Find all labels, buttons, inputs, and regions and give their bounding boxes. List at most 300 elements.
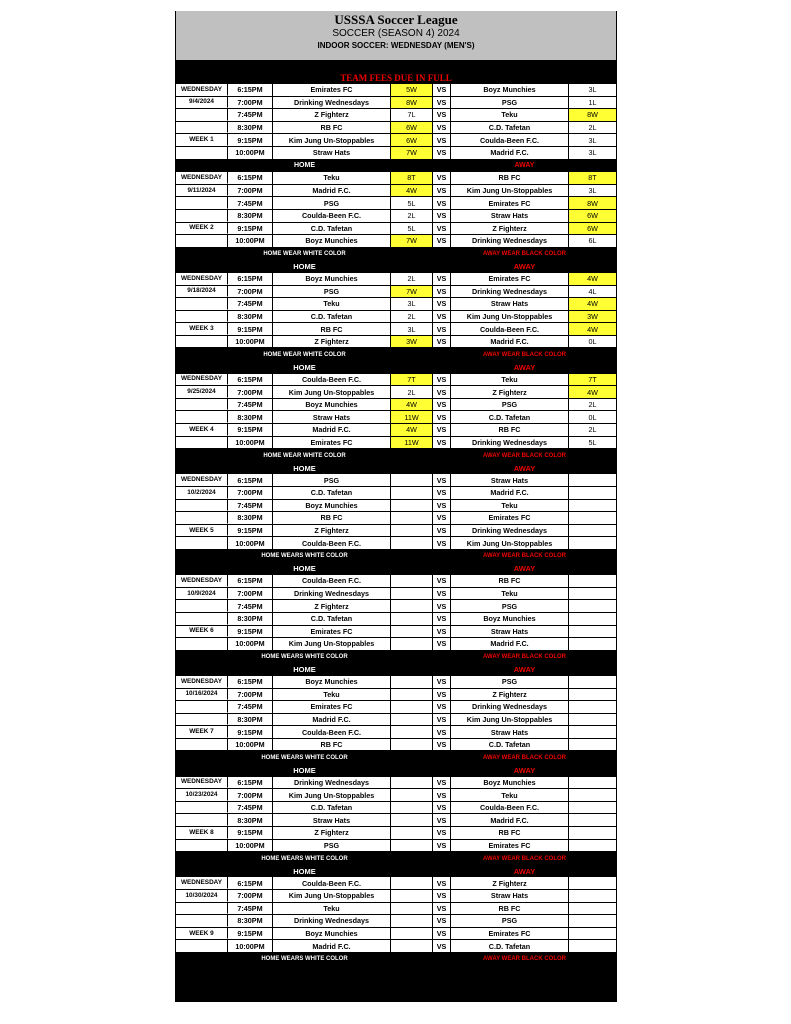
home-team: Drinking Wednesdays xyxy=(273,915,391,927)
away-team: Z Fighterz xyxy=(451,223,569,235)
vs-label: VS xyxy=(433,223,451,235)
day-label: WEDNESDAY xyxy=(176,374,228,386)
game-time: 7:45PM xyxy=(228,298,273,310)
away-score: 7T xyxy=(569,374,616,386)
away-team: Straw Hats xyxy=(451,210,569,222)
vs-label: VS xyxy=(433,890,451,902)
week-label: WEEK 9 xyxy=(176,928,228,940)
game-time: 7:00PM xyxy=(228,97,273,109)
game-row xyxy=(176,827,616,840)
home-score xyxy=(391,613,433,625)
color-row xyxy=(176,248,616,261)
away-score: 0L xyxy=(588,412,597,422)
home-score: 4W xyxy=(391,399,433,411)
away-team: PSG xyxy=(451,600,569,612)
vs-label: VS xyxy=(433,311,451,323)
week-label: WEEK 5 xyxy=(176,525,228,537)
vs-label: VS xyxy=(433,286,451,298)
day-cell xyxy=(176,500,228,512)
week-block xyxy=(176,374,616,450)
game-time: 6:15PM xyxy=(228,877,273,889)
day-cell xyxy=(176,613,228,625)
color-row xyxy=(176,852,616,865)
home-color-note: HOME WEAR WHITE COLOR xyxy=(263,251,346,258)
home-score xyxy=(391,840,433,852)
home-score xyxy=(391,638,433,650)
away-score: 4W xyxy=(569,273,616,285)
game-row xyxy=(176,714,616,727)
away-score: 4W xyxy=(569,323,616,335)
away-team: Z Fighterz xyxy=(451,689,569,701)
game-time: 9:15PM xyxy=(228,223,273,235)
vs-label: VS xyxy=(433,726,451,738)
home-team: Z Fighterz xyxy=(273,109,391,121)
day-cell xyxy=(176,147,228,159)
game-row xyxy=(176,588,616,601)
away-score xyxy=(569,903,616,915)
week-label: WEEK 4 xyxy=(176,424,228,436)
day-cell xyxy=(176,600,228,612)
home-score xyxy=(391,487,433,499)
home-team: Boyz Munchies xyxy=(273,399,391,411)
date-label: 9/4/2024 xyxy=(176,97,228,109)
game-time: 8:30PM xyxy=(228,311,273,323)
day-cell xyxy=(176,701,228,713)
away-color-note: AWAY WEAR BLACK COLOR xyxy=(482,855,566,862)
game-row xyxy=(176,172,616,185)
home-label: HOME xyxy=(293,362,316,372)
home-score xyxy=(391,500,433,512)
vs-label: VS xyxy=(433,399,451,411)
vs-label: VS xyxy=(433,185,451,197)
game-row xyxy=(176,437,616,450)
day-cell xyxy=(176,411,228,423)
home-color-note: HOME WEARS WHITE COLOR xyxy=(261,553,348,560)
vs-label: VS xyxy=(433,474,451,486)
away-score: 5L xyxy=(588,437,597,447)
vs-label: VS xyxy=(433,134,451,146)
home-team: Madrid F.C. xyxy=(273,185,391,197)
away-color-note: AWAY WEAR BLACK COLOR xyxy=(482,553,566,560)
home-score: 3L xyxy=(391,298,433,310)
away-score xyxy=(569,500,616,512)
game-time: 6:15PM xyxy=(228,777,273,789)
home-team: C.D. Tafetan xyxy=(273,613,391,625)
game-row xyxy=(176,802,616,815)
away-team: Emirates FC xyxy=(451,840,569,852)
away-team: Emirates FC xyxy=(451,273,569,285)
away-team: Kim Jung Un-Stoppables xyxy=(451,537,569,549)
game-time: 10:00PM xyxy=(228,235,273,247)
away-team: Straw Hats xyxy=(451,298,569,310)
vs-label: VS xyxy=(433,689,451,701)
away-score: 6W xyxy=(569,223,616,235)
home-team: Straw Hats xyxy=(273,814,391,826)
home-color-note: HOME WEAR WHITE COLOR xyxy=(263,452,346,459)
vs-label: VS xyxy=(433,197,451,209)
home-score xyxy=(391,626,433,638)
home-team: Drinking Wednesdays xyxy=(273,97,391,109)
day-cell xyxy=(176,512,228,524)
day-cell xyxy=(176,336,228,348)
home-score xyxy=(391,600,433,612)
home-team: Drinking Wednesdays xyxy=(273,588,391,600)
away-team: Madrid F.C. xyxy=(451,336,569,348)
title-block xyxy=(176,11,616,61)
game-row xyxy=(176,336,616,349)
game-row xyxy=(176,298,616,311)
schedule-sheet xyxy=(175,11,617,1002)
vs-label: VS xyxy=(433,613,451,625)
home-team: PSG xyxy=(273,840,391,852)
home-team: Boyz Munchies xyxy=(273,273,391,285)
color-row xyxy=(176,651,616,664)
game-time: 7:45PM xyxy=(228,802,273,814)
home-color-note: HOME WEARS WHITE COLOR xyxy=(261,855,348,862)
away-label: AWAY xyxy=(513,564,536,574)
week-label: WEEK 1 xyxy=(176,134,228,146)
vs-label: VS xyxy=(433,928,451,940)
game-row xyxy=(176,600,616,613)
game-time: 8:30PM xyxy=(228,915,273,927)
home-score xyxy=(391,474,433,486)
game-time: 7:45PM xyxy=(228,197,273,209)
vs-label: VS xyxy=(433,210,451,222)
home-label: HOME xyxy=(293,463,316,473)
home-score: 3L xyxy=(391,323,433,335)
game-row xyxy=(176,689,616,702)
week-label: WEEK 3 xyxy=(176,323,228,335)
away-team: Drinking Wednesdays xyxy=(451,525,569,537)
home-team: Teku xyxy=(273,689,391,701)
away-score: 1L xyxy=(588,97,597,107)
away-score xyxy=(569,714,616,726)
game-time: 9:15PM xyxy=(228,827,273,839)
home-team: Teku xyxy=(273,172,391,184)
color-row xyxy=(176,953,616,966)
away-score: 3W xyxy=(569,311,616,323)
vs-label: VS xyxy=(433,336,451,348)
home-score xyxy=(391,789,433,801)
away-score xyxy=(569,701,616,713)
home-team: Kim Jung Un-Stoppables xyxy=(273,134,391,146)
game-time: 7:45PM xyxy=(228,600,273,612)
game-row xyxy=(176,474,616,487)
vs-label: VS xyxy=(433,600,451,612)
home-label: HOME xyxy=(293,564,316,574)
vs-label: VS xyxy=(433,789,451,801)
away-team: Drinking Wednesdays xyxy=(451,701,569,713)
game-time: 10:00PM xyxy=(228,147,273,159)
away-team: Boyz Munchies xyxy=(451,777,569,789)
away-team: Coulda-Been F.C. xyxy=(451,802,569,814)
away-score xyxy=(569,588,616,600)
day-cell xyxy=(176,197,228,209)
game-time: 6:15PM xyxy=(228,84,273,96)
home-score: 3W xyxy=(391,336,433,348)
game-time: 6:15PM xyxy=(228,575,273,587)
away-score xyxy=(569,600,616,612)
vs-label: VS xyxy=(433,739,451,751)
game-time: 9:15PM xyxy=(228,525,273,537)
home-score xyxy=(391,689,433,701)
game-time: 7:00PM xyxy=(228,588,273,600)
vs-label: VS xyxy=(433,802,451,814)
home-team: Straw Hats xyxy=(273,147,391,159)
away-score xyxy=(569,726,616,738)
away-team: Teku xyxy=(451,500,569,512)
vs-label: VS xyxy=(433,97,451,109)
vs-label: VS xyxy=(433,298,451,310)
away-color-note: AWAY WEAR BLACK COLOR xyxy=(482,654,566,661)
game-row xyxy=(176,701,616,714)
home-team: RB FC xyxy=(273,739,391,751)
color-row xyxy=(176,550,616,563)
home-team: Z Fighterz xyxy=(273,600,391,612)
game-row xyxy=(176,374,616,387)
home-team: Kim Jung Un-Stoppables xyxy=(273,890,391,902)
game-row xyxy=(176,185,616,198)
home-team: Madrid F.C. xyxy=(273,940,391,952)
home-score xyxy=(391,903,433,915)
game-time: 7:45PM xyxy=(228,701,273,713)
vs-label: VS xyxy=(433,814,451,826)
away-team: Straw Hats xyxy=(451,626,569,638)
away-team: RB FC xyxy=(451,827,569,839)
home-team: Straw Hats xyxy=(273,411,391,423)
game-time: 9:15PM xyxy=(228,626,273,638)
away-score xyxy=(569,626,616,638)
game-time: 9:15PM xyxy=(228,726,273,738)
home-away-row xyxy=(176,361,616,374)
vs-label: VS xyxy=(433,903,451,915)
day-cell xyxy=(176,122,228,134)
week-label: WEEK 6 xyxy=(176,626,228,638)
week-block xyxy=(176,172,616,248)
week-label: WEEK 2 xyxy=(176,223,228,235)
division-title: INDOOR SOCCER: WEDNESDAY (MEN'S) xyxy=(317,41,475,50)
away-score xyxy=(569,802,616,814)
home-team: Coulda-Been F.C. xyxy=(273,537,391,549)
home-label: HOME xyxy=(293,866,316,876)
week-block xyxy=(176,575,616,651)
vs-label: VS xyxy=(433,940,451,952)
home-team: RB FC xyxy=(273,122,391,134)
game-time: 8:30PM xyxy=(228,613,273,625)
away-team: Boyz Munchies xyxy=(451,613,569,625)
away-score xyxy=(569,638,616,650)
home-team: Madrid F.C. xyxy=(273,714,391,726)
game-time: 9:15PM xyxy=(228,323,273,335)
away-label: AWAY xyxy=(513,665,536,675)
day-cell xyxy=(176,298,228,310)
away-score xyxy=(569,487,616,499)
vs-label: VS xyxy=(433,638,451,650)
vs-label: VS xyxy=(433,701,451,713)
away-score xyxy=(569,928,616,940)
home-team: Coulda-Been F.C. xyxy=(273,374,391,386)
away-score: 4W xyxy=(569,298,616,310)
away-team: Teku xyxy=(451,109,569,121)
game-time: 7:45PM xyxy=(228,500,273,512)
away-team: PSG xyxy=(451,399,569,411)
home-team: Coulda-Been F.C. xyxy=(273,726,391,738)
away-score xyxy=(569,689,616,701)
away-score: 0L xyxy=(588,337,597,347)
home-score: 2L xyxy=(391,210,433,222)
home-team: Emirates FC xyxy=(273,437,391,449)
home-score: 6W xyxy=(391,122,433,134)
bottom-black-bar xyxy=(176,966,616,1002)
home-team: Z Fighterz xyxy=(273,336,391,348)
home-score xyxy=(391,588,433,600)
away-team: Madrid F.C. xyxy=(451,638,569,650)
home-team: Madrid F.C. xyxy=(273,424,391,436)
week-block xyxy=(176,877,616,953)
away-team: RB FC xyxy=(451,172,569,184)
home-score xyxy=(391,777,433,789)
game-time: 7:00PM xyxy=(228,789,273,801)
away-team: RB FC xyxy=(451,424,569,436)
date-label: 10/2/2024 xyxy=(176,487,228,499)
away-team: PSG xyxy=(451,915,569,927)
away-team: Straw Hats xyxy=(451,890,569,902)
away-score: 8W xyxy=(569,109,616,121)
game-time: 10:00PM xyxy=(228,739,273,751)
day-label: WEDNESDAY xyxy=(176,172,228,184)
game-time: 6:15PM xyxy=(228,374,273,386)
vs-label: VS xyxy=(433,411,451,423)
home-team: Boyz Munchies xyxy=(273,676,391,688)
away-score xyxy=(569,890,616,902)
home-team: Boyz Munchies xyxy=(273,928,391,940)
vs-label: VS xyxy=(433,626,451,638)
home-team: C.D. Tafetan xyxy=(273,311,391,323)
away-team: Teku xyxy=(451,789,569,801)
home-team: Emirates FC xyxy=(273,626,391,638)
away-color-note: AWAY xyxy=(514,162,535,170)
game-row xyxy=(176,525,616,538)
day-label: WEDNESDAY xyxy=(176,676,228,688)
weeks-container xyxy=(176,84,616,966)
game-row xyxy=(176,311,616,324)
home-team: Boyz Munchies xyxy=(273,500,391,512)
home-score xyxy=(391,676,433,688)
game-time: 7:00PM xyxy=(228,286,273,298)
home-score xyxy=(391,890,433,902)
day-cell xyxy=(176,915,228,927)
away-team: Teku xyxy=(451,588,569,600)
away-score: 3L xyxy=(588,85,597,95)
game-time: 10:00PM xyxy=(228,437,273,449)
vs-label: VS xyxy=(433,487,451,499)
away-team: Z Fighterz xyxy=(451,386,569,398)
day-cell xyxy=(176,802,228,814)
away-score xyxy=(569,525,616,537)
away-team: C.D. Tafetan xyxy=(451,122,569,134)
home-color-note: HOME xyxy=(294,162,315,170)
away-score: 4L xyxy=(588,286,597,296)
home-score xyxy=(391,739,433,751)
home-team: PSG xyxy=(273,474,391,486)
away-team: Kim Jung Un-Stoppables xyxy=(451,311,569,323)
home-label: HOME xyxy=(293,262,316,272)
home-team: RB FC xyxy=(273,512,391,524)
game-time: 8:30PM xyxy=(228,411,273,423)
day-cell xyxy=(176,311,228,323)
week-block xyxy=(176,777,616,853)
vs-label: VS xyxy=(433,877,451,889)
game-time: 10:00PM xyxy=(228,638,273,650)
away-team: C.D. Tafetan xyxy=(451,739,569,751)
home-score: 2L xyxy=(391,311,433,323)
home-team: Emirates FC xyxy=(273,701,391,713)
game-row xyxy=(176,386,616,399)
home-score xyxy=(391,877,433,889)
game-row xyxy=(176,500,616,513)
vs-label: VS xyxy=(433,273,451,285)
away-score xyxy=(569,537,616,549)
vs-label: VS xyxy=(433,588,451,600)
game-row xyxy=(176,726,616,739)
home-away-row xyxy=(176,865,616,878)
game-row xyxy=(176,739,616,752)
game-time: 6:15PM xyxy=(228,172,273,184)
home-score: 7W xyxy=(391,286,433,298)
away-score xyxy=(569,789,616,801)
game-row xyxy=(176,399,616,412)
game-row xyxy=(176,903,616,916)
away-team: C.D. Tafetan xyxy=(451,940,569,952)
away-score: 3L xyxy=(588,135,597,145)
away-score: 6L xyxy=(588,236,597,246)
home-score: 4W xyxy=(391,185,433,197)
day-cell xyxy=(176,840,228,852)
away-team: Madrid F.C. xyxy=(451,814,569,826)
vs-label: VS xyxy=(433,109,451,121)
game-row xyxy=(176,147,616,160)
game-row xyxy=(176,197,616,210)
day-cell xyxy=(176,235,228,247)
color-row xyxy=(176,348,616,361)
game-row xyxy=(176,890,616,903)
home-team: Teku xyxy=(273,298,391,310)
game-time: 6:15PM xyxy=(228,474,273,486)
black-divider xyxy=(176,61,616,73)
home-team: C.D. Tafetan xyxy=(273,223,391,235)
home-score: 11W xyxy=(391,437,433,449)
day-label: WEDNESDAY xyxy=(176,84,228,96)
home-score xyxy=(391,915,433,927)
home-team: Boyz Munchies xyxy=(273,235,391,247)
game-time: 6:15PM xyxy=(228,273,273,285)
date-label: 9/25/2024 xyxy=(176,386,228,398)
game-time: 8:30PM xyxy=(228,714,273,726)
home-label: HOME xyxy=(293,765,316,775)
away-label: AWAY xyxy=(513,362,536,372)
away-team: Emirates FC xyxy=(451,197,569,209)
game-row xyxy=(176,915,616,928)
vs-label: VS xyxy=(433,147,451,159)
home-score xyxy=(391,814,433,826)
day-cell xyxy=(176,399,228,411)
away-team: Z Fighterz xyxy=(451,877,569,889)
home-score: 2L xyxy=(391,273,433,285)
home-score: 2L xyxy=(391,386,433,398)
vs-label: VS xyxy=(433,172,451,184)
game-time: 6:15PM xyxy=(228,676,273,688)
away-score xyxy=(569,940,616,952)
